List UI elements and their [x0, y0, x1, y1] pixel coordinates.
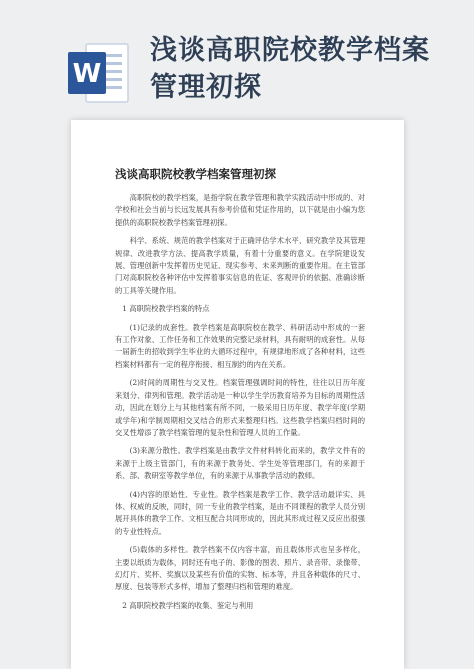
- document-body: [115, 192, 365, 618]
- preview-title-line-2: 管理初探: [150, 72, 262, 103]
- paragraph-point-5: (5)载体的多样性。教学档案不仅内容丰富，而且载体形式也呈多样化，主要以纸质为载体，同时还有电子的、影像的图表、照片、录音带、录像带、幻灯片、奖杯、奖旗以及某些有价值的实物、标本等，并且各种载体的尺寸、厚度、包装等形式多样，增加了整理归档和管理的难度。: [115, 545, 365, 592]
- paragraph-point-1: (1)记录的成套性。教学档案是高职院校在教学、科研活动中形成的一套有工作对象、工作任务和工作效果的完整记录材料，具有耐明的成套性。从每一届新生的招收到学生毕业的大循环过程中，有规律地形成了各种材料，这些档案材料都有一定的程序衔接、相互制约的内在关系。: [115, 322, 365, 369]
- paragraph-point-3: (3)来源分散性。教学档案是由教学文件材料转化而来的，教学文件有的来源于上级主管部门，有的来源于教务处、学生处等管理部门，有的来源于系、部、教研室等教学单位，有的来源于从事教学活动的教师。: [115, 446, 365, 481]
- section-heading-1: 1 高职院校教学档案的特点: [122, 304, 210, 314]
- preview-title: [150, 32, 450, 106]
- word-document-icon: [66, 40, 132, 106]
- document-title: 浅谈高职院校教学档案管理初探: [115, 167, 276, 181]
- preview-header: [0, 0, 474, 118]
- paragraph-significance: 科学、系统、规范的教学档案对于正确评估学术水平、研究教学及其管理规律、改进教学方法、提高教学质量，有着十分重要的意义。在学院建设发展、管理创新中发挥着历史见证、现实参考、未来判断的重要作用。在主管部门对高职院校各种评估中发挥着事实信息的佐证、客观评价的依据、准确诊断的工具等关键作用。: [115, 236, 365, 295]
- word-icon-letter: W: [72, 59, 102, 89]
- document-page: [71, 120, 404, 669]
- preview-title-line-1: 浅谈高职院校教学档案: [150, 35, 430, 66]
- paragraph-point-2: (2)时间的周期性与交叉性。档案管理强调时间的特性，往往以日历年度来划分、律列和管理。教学活动是一种以学生学历教育培养为目标的周期性活动，因此在划分上与其他档案有所不同，一般采用日历年度、教学年度(学期或学年)和学制周期相交叉结合的形式来整理归档。这些教学档案归档时间的交叉性增添了教学档案管理的复杂性和管理人员的工作量。: [115, 378, 365, 437]
- paragraph-intro: 高职院校的教学档案，是指学院在教学管理和教学实践活动中形成的、对学校和社会当前与长远发展具有参考价值和凭证作用的，以下就是由小编为您提供的高职院校教学档案管理初探。: [115, 193, 365, 227]
- paragraph-point-4: (4)内容的原始性、专业性。教学档案是教学工作、教学活动最详实、具体、权威的反映，同时，同一专业的教学档案，是由不同课程的教学人员分别展开具体的教学工作、文相互配合共同形成的，因此其形成过程又反应出很强的专业性特点。: [115, 489, 365, 536]
- section-heading-2: 2 高职院校教学档案的收集、鉴定与利用: [122, 600, 254, 610]
